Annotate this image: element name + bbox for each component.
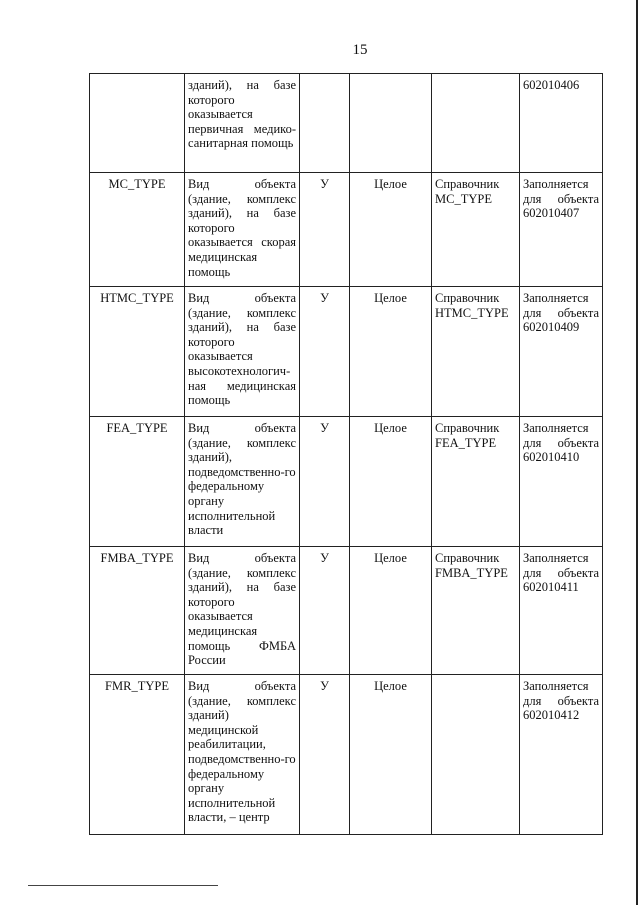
attribute-description: зданий), на базе которого оказывается первичная медико-санитарная помощь bbox=[185, 74, 300, 173]
attribute-reference: Справочник FMBA_TYPE bbox=[432, 547, 520, 675]
attribute-required bbox=[300, 74, 350, 173]
attribute-note: Заполняется для объекта 602010411 bbox=[520, 547, 603, 675]
attribute-reference bbox=[432, 74, 520, 173]
table-row bbox=[90, 287, 603, 417]
attribute-required: У bbox=[300, 547, 350, 675]
page-number: 15 bbox=[352, 42, 368, 58]
attribute-note: 602010406 bbox=[520, 74, 603, 173]
attribute-type: Целое bbox=[350, 675, 432, 835]
attribute-required: У bbox=[300, 287, 350, 417]
attribute-note: Заполняется для объекта 602010410 bbox=[520, 417, 603, 547]
attribute-reference: Справочник FEA_TYPE bbox=[432, 417, 520, 547]
table-row bbox=[90, 74, 603, 173]
attribute-description: Вид объекта (здание, комплекс зданий) медицинской реабилитации, подведомственно-го федеральному органу исполнительной власти, – центр bbox=[185, 675, 300, 835]
attribute-description: Вид объекта (здание, комплекс зданий), на базе которого оказывается медицинская помощь ФМБА России bbox=[185, 547, 300, 675]
table-row bbox=[90, 417, 603, 547]
page-right-border bbox=[636, 0, 638, 905]
attribute-note: Заполняется для объекта 602010412 bbox=[520, 675, 603, 835]
attribute-code bbox=[90, 74, 185, 173]
attribute-reference: Справочник MC_TYPE bbox=[432, 173, 520, 287]
attribute-type: Целое bbox=[350, 547, 432, 675]
attribute-note: Заполняется для объекта 602010409 bbox=[520, 287, 603, 417]
table-row bbox=[90, 675, 603, 835]
attribute-code: FEA_TYPE bbox=[90, 417, 185, 547]
attribute-type: Целое bbox=[350, 173, 432, 287]
attribute-code: FMBA_TYPE bbox=[90, 547, 185, 675]
attribute-required: У bbox=[300, 417, 350, 547]
attribute-description: Вид объекта (здание, комплекс зданий), на базе которого оказывается скорая медицинская помощь bbox=[185, 173, 300, 287]
attribute-type: Целое bbox=[350, 287, 432, 417]
attribute-type bbox=[350, 74, 432, 173]
attribute-description: Вид объекта (здание, комплекс зданий), на базе которого оказывается высокотехнологич-ная медицинская помощь bbox=[185, 287, 300, 417]
attribute-required: У bbox=[300, 173, 350, 287]
attribute-description: Вид объекта (здание, комплекс зданий), подведомственно-го федеральному органу исполнительной власти bbox=[185, 417, 300, 547]
attribute-code: HTMC_TYPE bbox=[90, 287, 185, 417]
attribute-code: FMR_TYPE bbox=[90, 675, 185, 835]
attribute-required: У bbox=[300, 675, 350, 835]
table-row bbox=[90, 547, 603, 675]
attribute-code: MC_TYPE bbox=[90, 173, 185, 287]
attribute-reference bbox=[432, 675, 520, 835]
attribute-reference: Справочник HTMC_TYPE bbox=[432, 287, 520, 417]
attributes-table bbox=[89, 73, 603, 835]
footer-rule bbox=[28, 885, 218, 886]
attribute-type: Целое bbox=[350, 417, 432, 547]
table-row bbox=[90, 173, 603, 287]
attribute-note: Заполняется для объекта 602010407 bbox=[520, 173, 603, 287]
